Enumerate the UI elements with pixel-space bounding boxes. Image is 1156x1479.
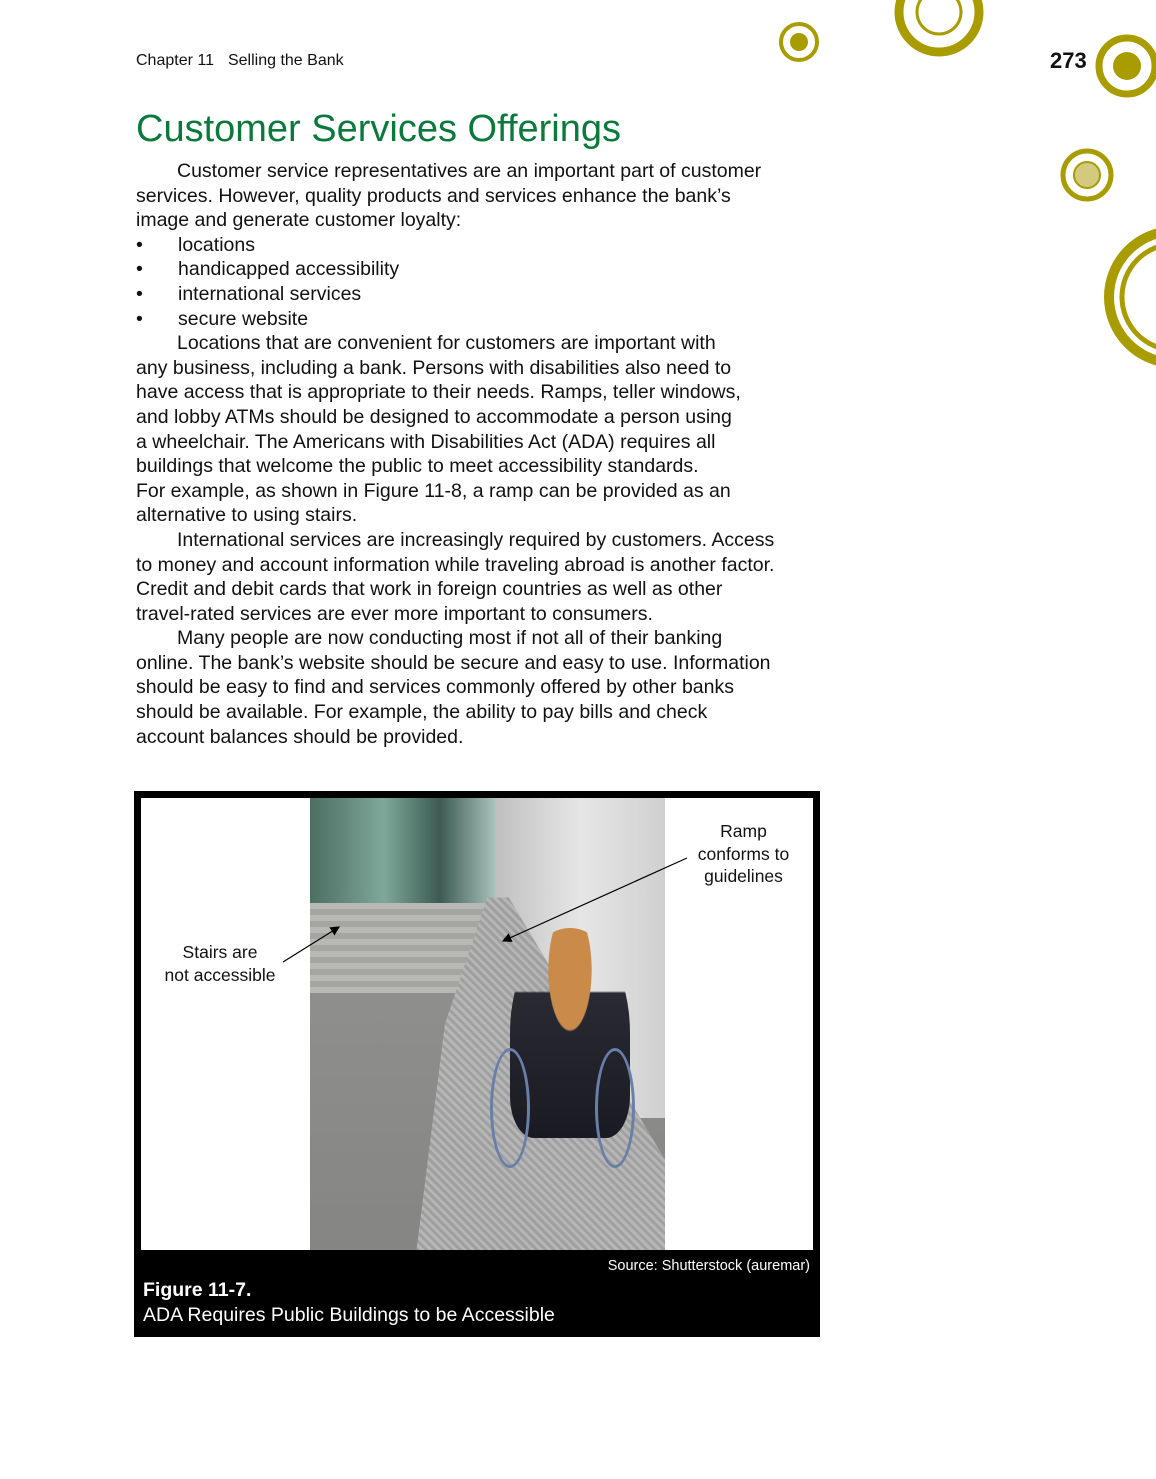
text-line: online. The bank’s website should be secure and easy to use. Information — [136, 651, 771, 674]
text-line: should be available. For example, the ability to pay bills and check — [136, 701, 708, 724]
text-line: Credit and debit cards that work in foreign countries as well as other — [136, 578, 723, 601]
text-line: services. However, quality products and services enhance the bank’s — [136, 184, 731, 207]
figure-caption — [143, 1278, 555, 1328]
bullet-item: • international services — [136, 282, 362, 305]
text-line: travel-rated services are ever more important to consumers. — [136, 602, 653, 625]
stairs-label: Stairs are not accessible — [164, 942, 276, 985]
text-line: Customer service representatives are an important part of customer — [177, 160, 762, 182]
text-line: have access that is appropriate to their needs. Ramps, teller windows, — [136, 381, 741, 404]
text-line: a wheelchair. The Americans with Disabilities Act (ADA) requires all — [136, 430, 716, 453]
text-line: Many people are now conducting most if not all of their banking — [177, 627, 723, 650]
text-line: and lobby ATMs should be designed to accommodate a person using — [136, 405, 732, 428]
section-title: Customer Services Offerings — [136, 108, 622, 150]
page-number: 273 — [1050, 48, 1087, 73]
text-line: image and generate customer loyalty: — [136, 209, 462, 232]
text-line: should be easy to find and services commonly offered by other banks — [136, 676, 734, 699]
figure-number: Figure 11-7. — [143, 1279, 252, 1301]
bullet-item: • handicapped accessibility — [136, 258, 400, 281]
running-header — [136, 52, 358, 70]
text-line: any business, including a bank. Persons with disabilities also need to — [136, 356, 732, 379]
ramp-label: Ramp conforms to guidelines — [697, 821, 790, 886]
figure-caption-text: ADA Requires Public Buildings to be Accessible — [143, 1304, 555, 1326]
text-line: Locations that are convenient for customers are important with — [177, 332, 716, 355]
image-source: Source: Shutterstock (auremar) — [607, 1258, 810, 1274]
bullet-item: • secure website — [136, 307, 309, 330]
text-line: buildings that welcome the public to meet accessibility standards. — [136, 455, 699, 478]
figure — [134, 791, 820, 1337]
text-line: account balances should be provided. — [136, 725, 464, 748]
text-line: alternative to using stairs. — [136, 504, 358, 527]
callout-arrows — [141, 798, 813, 1250]
chapter-title: Selling the Bank — [227, 52, 344, 69]
text-line: International services are increasingly required by customers. Access — [177, 528, 775, 551]
chapter-number: Chapter 11 — [136, 52, 214, 69]
text-line: to money and account information while traveling abroad is another factor. — [136, 553, 775, 576]
text-line: For example, as shown in Figure 11-8, a ramp can be provided as an — [136, 479, 731, 502]
bullet-item: • locations — [136, 233, 255, 256]
body-text — [136, 159, 826, 749]
